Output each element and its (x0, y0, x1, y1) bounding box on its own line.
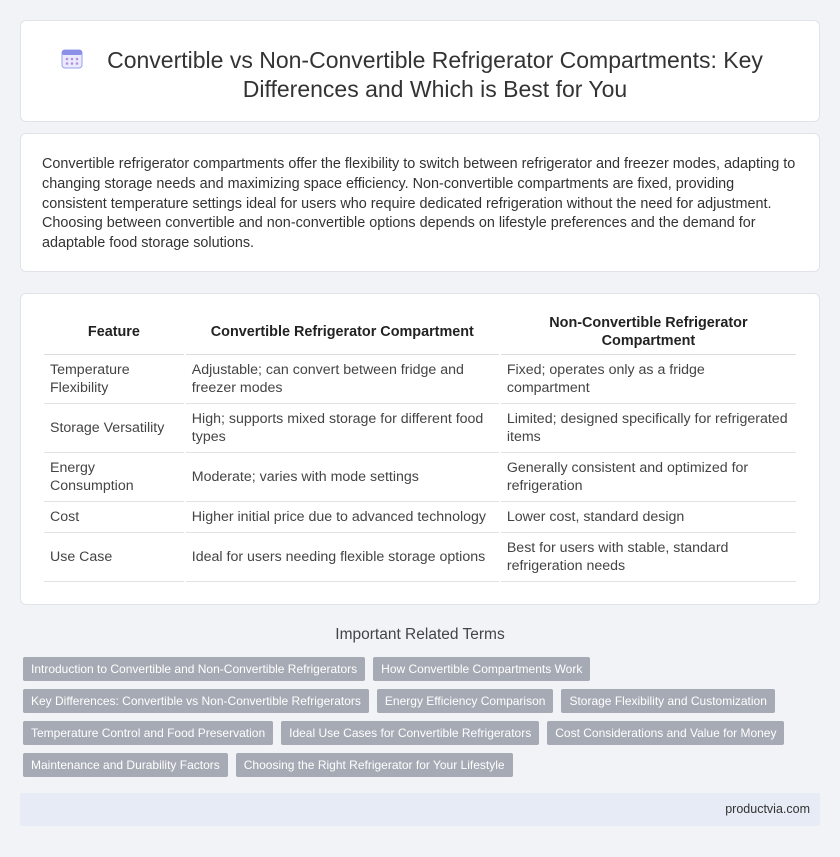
footer (20, 793, 820, 826)
intro-paragraph: Convertible refrigerator compartments offer the flexibility to switch between refrigerator and freezer modes, adapting to changing storage needs and maximizing space efficiency. Non-convertible compartments are fixed, providing consistent temperature settings ideal for users who require dedicated refrigeration without the need for adjustment. Choosing between convertible and non-convertible options depends on lifestyle preferences and the demand for adaptable food storage solutions. (42, 156, 796, 252)
related-term-tag[interactable]: Choosing the Right Refrigerator for Your Lifestyle (236, 753, 513, 777)
related-term-tag[interactable]: Ideal Use Cases for Convertible Refrigerators (281, 721, 539, 745)
table-cell: Ideal for users needing flexible storage options (186, 533, 499, 582)
table-header: Convertible Refrigerator Compartment (186, 310, 499, 355)
related-term-tag[interactable]: Introduction to Convertible and Non-Convertible Refrigerators (23, 657, 365, 681)
table-cell: Storage Versatility (44, 404, 184, 453)
table-cell: Fixed; operates only as a fridge compartment (501, 355, 796, 404)
related-term-tag[interactable]: Storage Flexibility and Customization (561, 689, 774, 713)
table-header: Feature (44, 310, 184, 355)
related-term-tag[interactable]: Cost Considerations and Value for Money (547, 721, 784, 745)
intro-card (20, 133, 820, 272)
related-term-tag[interactable]: Maintenance and Durability Factors (23, 753, 228, 777)
table-row (44, 453, 796, 502)
table-row (44, 355, 796, 404)
related-terms-tags (23, 657, 813, 785)
related-terms-title: Important Related Terms (335, 626, 505, 643)
table-cell: Best for users with stable, standard refrigeration needs (501, 533, 796, 582)
table-row (44, 502, 796, 533)
table-row (44, 404, 796, 453)
table-cell: Use Case (44, 533, 184, 582)
related-term-tag[interactable]: Energy Efficiency Comparison (377, 689, 554, 713)
related-term-tag[interactable]: Temperature Control and Food Preservation (23, 721, 273, 745)
page-title: Convertible vs Non-Convertible Refrigerator Compartments: Key Differences and Which is Best for You (107, 47, 763, 102)
related-term-tag[interactable]: How Convertible Compartments Work (373, 657, 590, 681)
related-term-tag[interactable]: Key Differences: Convertible vs Non-Convertible Refrigerators (23, 689, 369, 713)
table-header: Non-Convertible Refrigerator Compartment (501, 310, 796, 355)
table-cell: High; supports mixed storage for different food types (186, 404, 499, 453)
table-cell: Generally consistent and optimized for refrigeration (501, 453, 796, 502)
table-cell: Energy Consumption (44, 453, 184, 502)
comparison-table (42, 310, 798, 582)
table-cell: Moderate; varies with mode settings (186, 453, 499, 502)
table-cell: Cost (44, 502, 184, 533)
footer-site-link[interactable]: productvia.com (725, 802, 810, 816)
table-cell: Adjustable; can convert between fridge and freezer modes (186, 355, 499, 404)
comparison-card (20, 293, 820, 605)
table-cell: Higher initial price due to advanced technology (186, 502, 499, 533)
title-card (20, 20, 820, 122)
table-cell: Limited; designed specifically for refrigerated items (501, 404, 796, 453)
table-cell: Temperature Flexibility (44, 355, 184, 404)
table-row (44, 533, 796, 582)
table-cell: Lower cost, standard design (501, 502, 796, 533)
